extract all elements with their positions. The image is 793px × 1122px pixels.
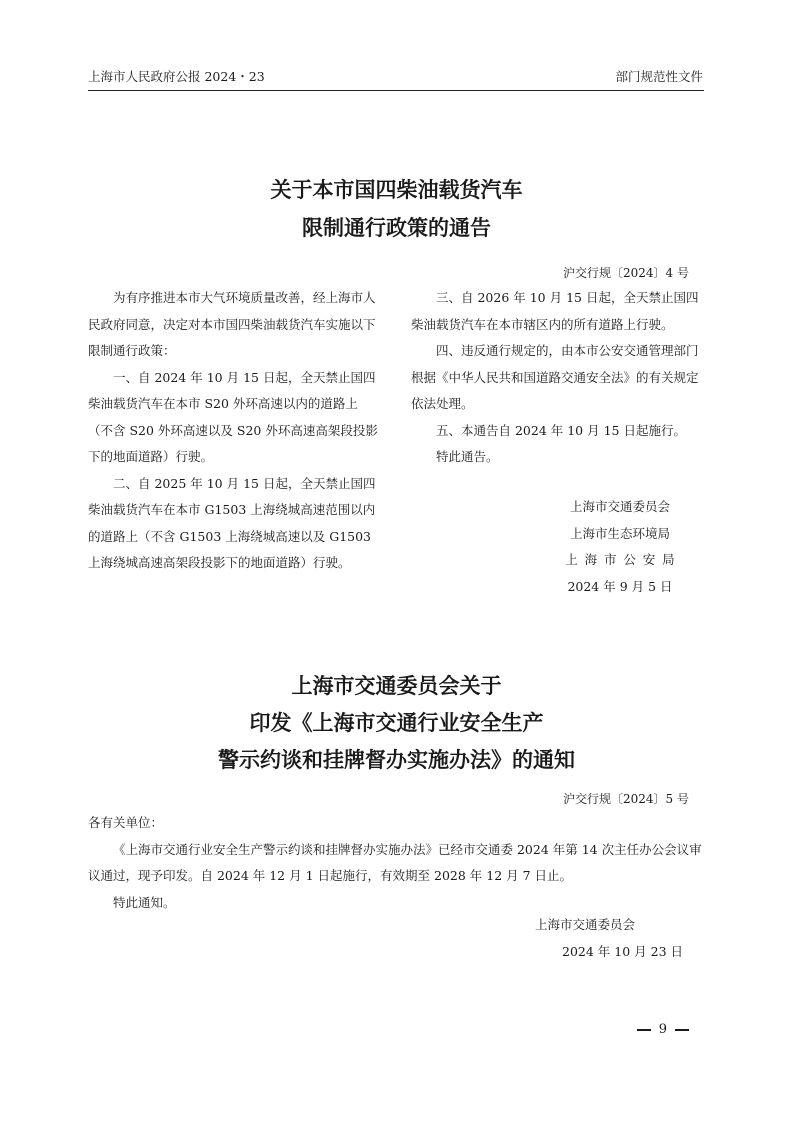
notice2-paragraph: 《上海市交通行业安全生产警示约谈和挂牌督办实施办法》已经市交通委 2024 年第 14 次主任办公会议审议通过，现予印发。自 2024 年 12 月 1 日起施行，有效期至 2028 年 12 月 7 日止。: [88, 841, 702, 883]
notice2-title-line2: 印发《上海市交通行业安全生产: [249, 711, 544, 735]
page-number-dash-left: [637, 1029, 651, 1031]
header-category: 部门规范性文件: [615, 69, 703, 84]
notice2-body: [88, 810, 706, 916]
header-rule: [88, 90, 704, 91]
notice1-doc-number: 沪交行规〔2024〕4 号: [563, 266, 689, 280]
notice1-paragraph: 为有序推进本市大气环境质量改善，经上海市人民政府同意，决定对本市国四柴油载货汽车实施以下限制通行政策：: [88, 290, 376, 358]
notice1-title-line2: 限制通行政策的通告: [302, 216, 491, 240]
notice1-right-column: [411, 285, 705, 471]
notice1-paragraph: 五、本通告自 2024 年 10 月 15 日起施行。: [436, 422, 686, 438]
notice2-signatory: 上海市交通委员会: [535, 917, 636, 932]
notice2-closing: 特此通知。: [113, 894, 176, 910]
notice1-signatory: 上海市交通委员会: [569, 499, 670, 514]
notice2-addressee: 各有关单位：: [88, 815, 164, 830]
page-number-dash-right: [675, 1029, 689, 1031]
notice1-paragraph: 四、违反通行规定的，由本市公安交通管理部门根据《中华人民共和国道路交通安全法》的有关规定依法处理。: [411, 343, 699, 411]
notice1-closing: 特此通告。: [436, 449, 499, 464]
notice1-paragraph: 一、自 2024 年 10 月 15 日起，全天禁止国四柴油载货汽车在本市 S20 外环高速以内的道路上（不含 S20 外环高速以及 S20 外环高速高架段投影下的地面道路）行驶。: [88, 369, 378, 464]
notice1-paragraph: 二、自 2025 年 10 月 15 日起，全天禁止国四柴油载货汽车在本市 G1503 上海绕城高速范围以内的道路上（不含 G1503 上海绕城高速以及 G1503 上海绕城高速高架段投影下的地面道路）行驶。: [88, 475, 376, 570]
notice2-date: 2024 年 10 月 23 日: [562, 944, 683, 959]
notice1-date: 2024 年 9 月 5 日: [567, 578, 673, 594]
notice1-paragraph: 三、自 2026 年 10 月 15 日起，全天禁止国四柴油载货汽车在本市辖区内的所有道路上行驶。: [411, 290, 699, 332]
notice2-title-line3: 警示约谈和挂牌督办实施办法》的通知: [218, 748, 575, 772]
notice2-title-line1: 上海市交通委员会关于: [291, 674, 502, 698]
notice2-doc-number: 沪交行规〔2024〕5 号: [563, 792, 689, 806]
notice1-signatory: 上海市生态环境局: [569, 525, 670, 541]
notice1-title-line1: 关于本市国四柴油载货汽车: [270, 178, 523, 202]
notice1-left-column: [88, 285, 382, 577]
notice1-signature-block: [540, 494, 700, 600]
notice1-signatory: 上海市公安局: [565, 552, 682, 567]
header-publication: 上海市人民政府公报 2024・23: [88, 69, 265, 84]
page-number: [629, 1022, 697, 1037]
page-number-value: 9: [658, 1022, 667, 1037]
